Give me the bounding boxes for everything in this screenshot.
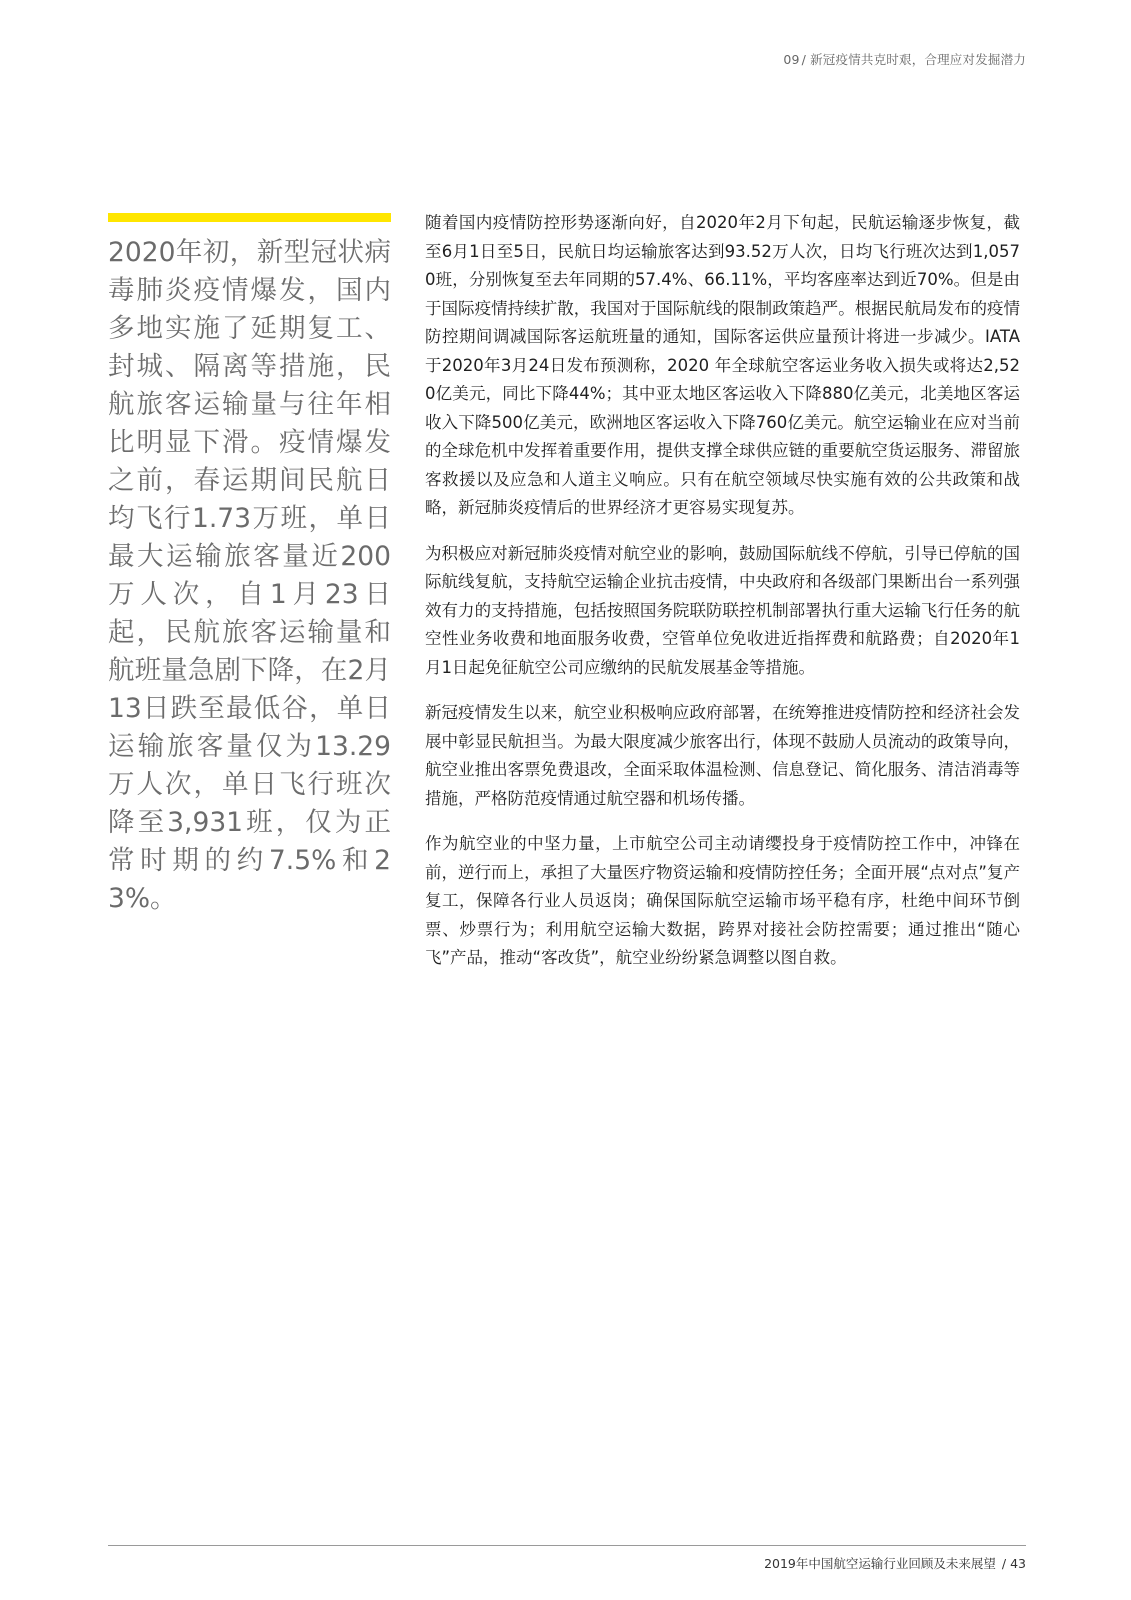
body-paragraph: 新冠疫情发生以来，航空业积极响应政府部署，在统筹推进疫情防控和经济社会发展中彰显民航担当。为最大限度减少旅客出行，体现不鼓励人员流动的政策导向，航空业推出客票免费退改，全面采取体温检测、信息登记、简化服务、清洁消毒等措施，严格防范疫情通过航空器和机场传播。 [425, 703, 1020, 808]
report-title: 2019年中国航空运输行业回顾及未来展望 [764, 1556, 996, 1571]
body-paragraph: 为积极应对新冠肺炎疫情对航空业的影响，鼓励国际航线不停航，引导已停航的国际航线复航，支持航空运输企业抗击疫情，中央政府和各级部门果断出台一系列强效有力的支持措施，包括按照国务院联防联控机制部署执行重大运输飞行任务的航空性业务收费和地面服务收费，空管单位免收进近指挥费和航路费；自2020年1月1日起免征航空公司应缴纳的民航发展基金等措施。 [425, 543, 1020, 677]
pullquote-accent-bar [108, 213, 391, 222]
footer-divider [108, 1545, 1026, 1546]
pullquote: 2020年初，新型冠状病毒肺炎疫情爆发，国内多地实施了延期复工、封城、隔离等措施，民航旅客运输量与往年相比明显下滑。疫情爆发之前，春运期间民航日均飞行1.73万班，单日最大运输旅客量近200万人次，自1月23日起，民航旅客运输量和航班量急剧下降，在2月13日跌至最低谷，单日运输旅客量仅为13.29万人次，单日飞行班次降至3,931班，仅为正常时期的约7.5%和23%。 [108, 237, 391, 914]
main-body-text [425, 209, 1020, 990]
header-separator: / [801, 52, 807, 67]
footer-separator: / [1001, 1556, 1007, 1571]
running-footer [764, 1554, 1026, 1572]
chapter-title: 新冠疫情共克时艰，合理应对发掘潜力 [810, 52, 1026, 67]
running-header [783, 50, 1026, 68]
page-number: 43 [1010, 1556, 1026, 1571]
body-paragraph: 作为航空业的中坚力量，上市航空公司主动请缨投身于疫情防控工作中，冲锋在前，逆行而上，承担了大量医疗物资运输和疫情防控任务；全面开展“点对点”复产复工，保障各行业人员返岗；确保国际航空运输市场平稳有序，杜绝中间环节倒票、炒票行为；利用航空运输大数据，跨界对接社会防控需要；通过推出“随心飞”产品，推动“客改货”，航空业纷纷紧急调整以图自救。 [425, 834, 1020, 967]
chapter-number: 09 [783, 52, 800, 67]
body-paragraph: 随着国内疫情防控形势逐渐向好，自2020年2月下旬起，民航运输逐步恢复，截至6月1日至5日，民航日均运输旅客达到93.52万人次，日均飞行班次达到1,0570班，分别恢复至去年同期的57.4%、66.11%，平均客座率达到近70%。但是由于国际疫情持续扩散，我国对于国际航线的限制政策趋严。根据民航局发布的疫情防控期间调减国际客运航班量的通知，国际客运供应量预计将进一步减少。IATA于2020年3月24日发布预测称，2020 年全球航空客运业务收入损失或将达2,520亿美元，同比下降44%；其中亚太地区客运收入下降880亿美元，北美地区客运收入下降500亿美元，欧洲地区客运收入下降760亿美元。航空运输业在应对当前的全球危机中发挥着重要作用，提供支撑全球供应链的重要航空货运服务、滞留旅客救援以及应急和人道主义响应。只有在航空领域尽快实施有效的公共政策和战略，新冠肺炎疫情后的世界经济才更容易实现复苏。 [425, 213, 1020, 517]
